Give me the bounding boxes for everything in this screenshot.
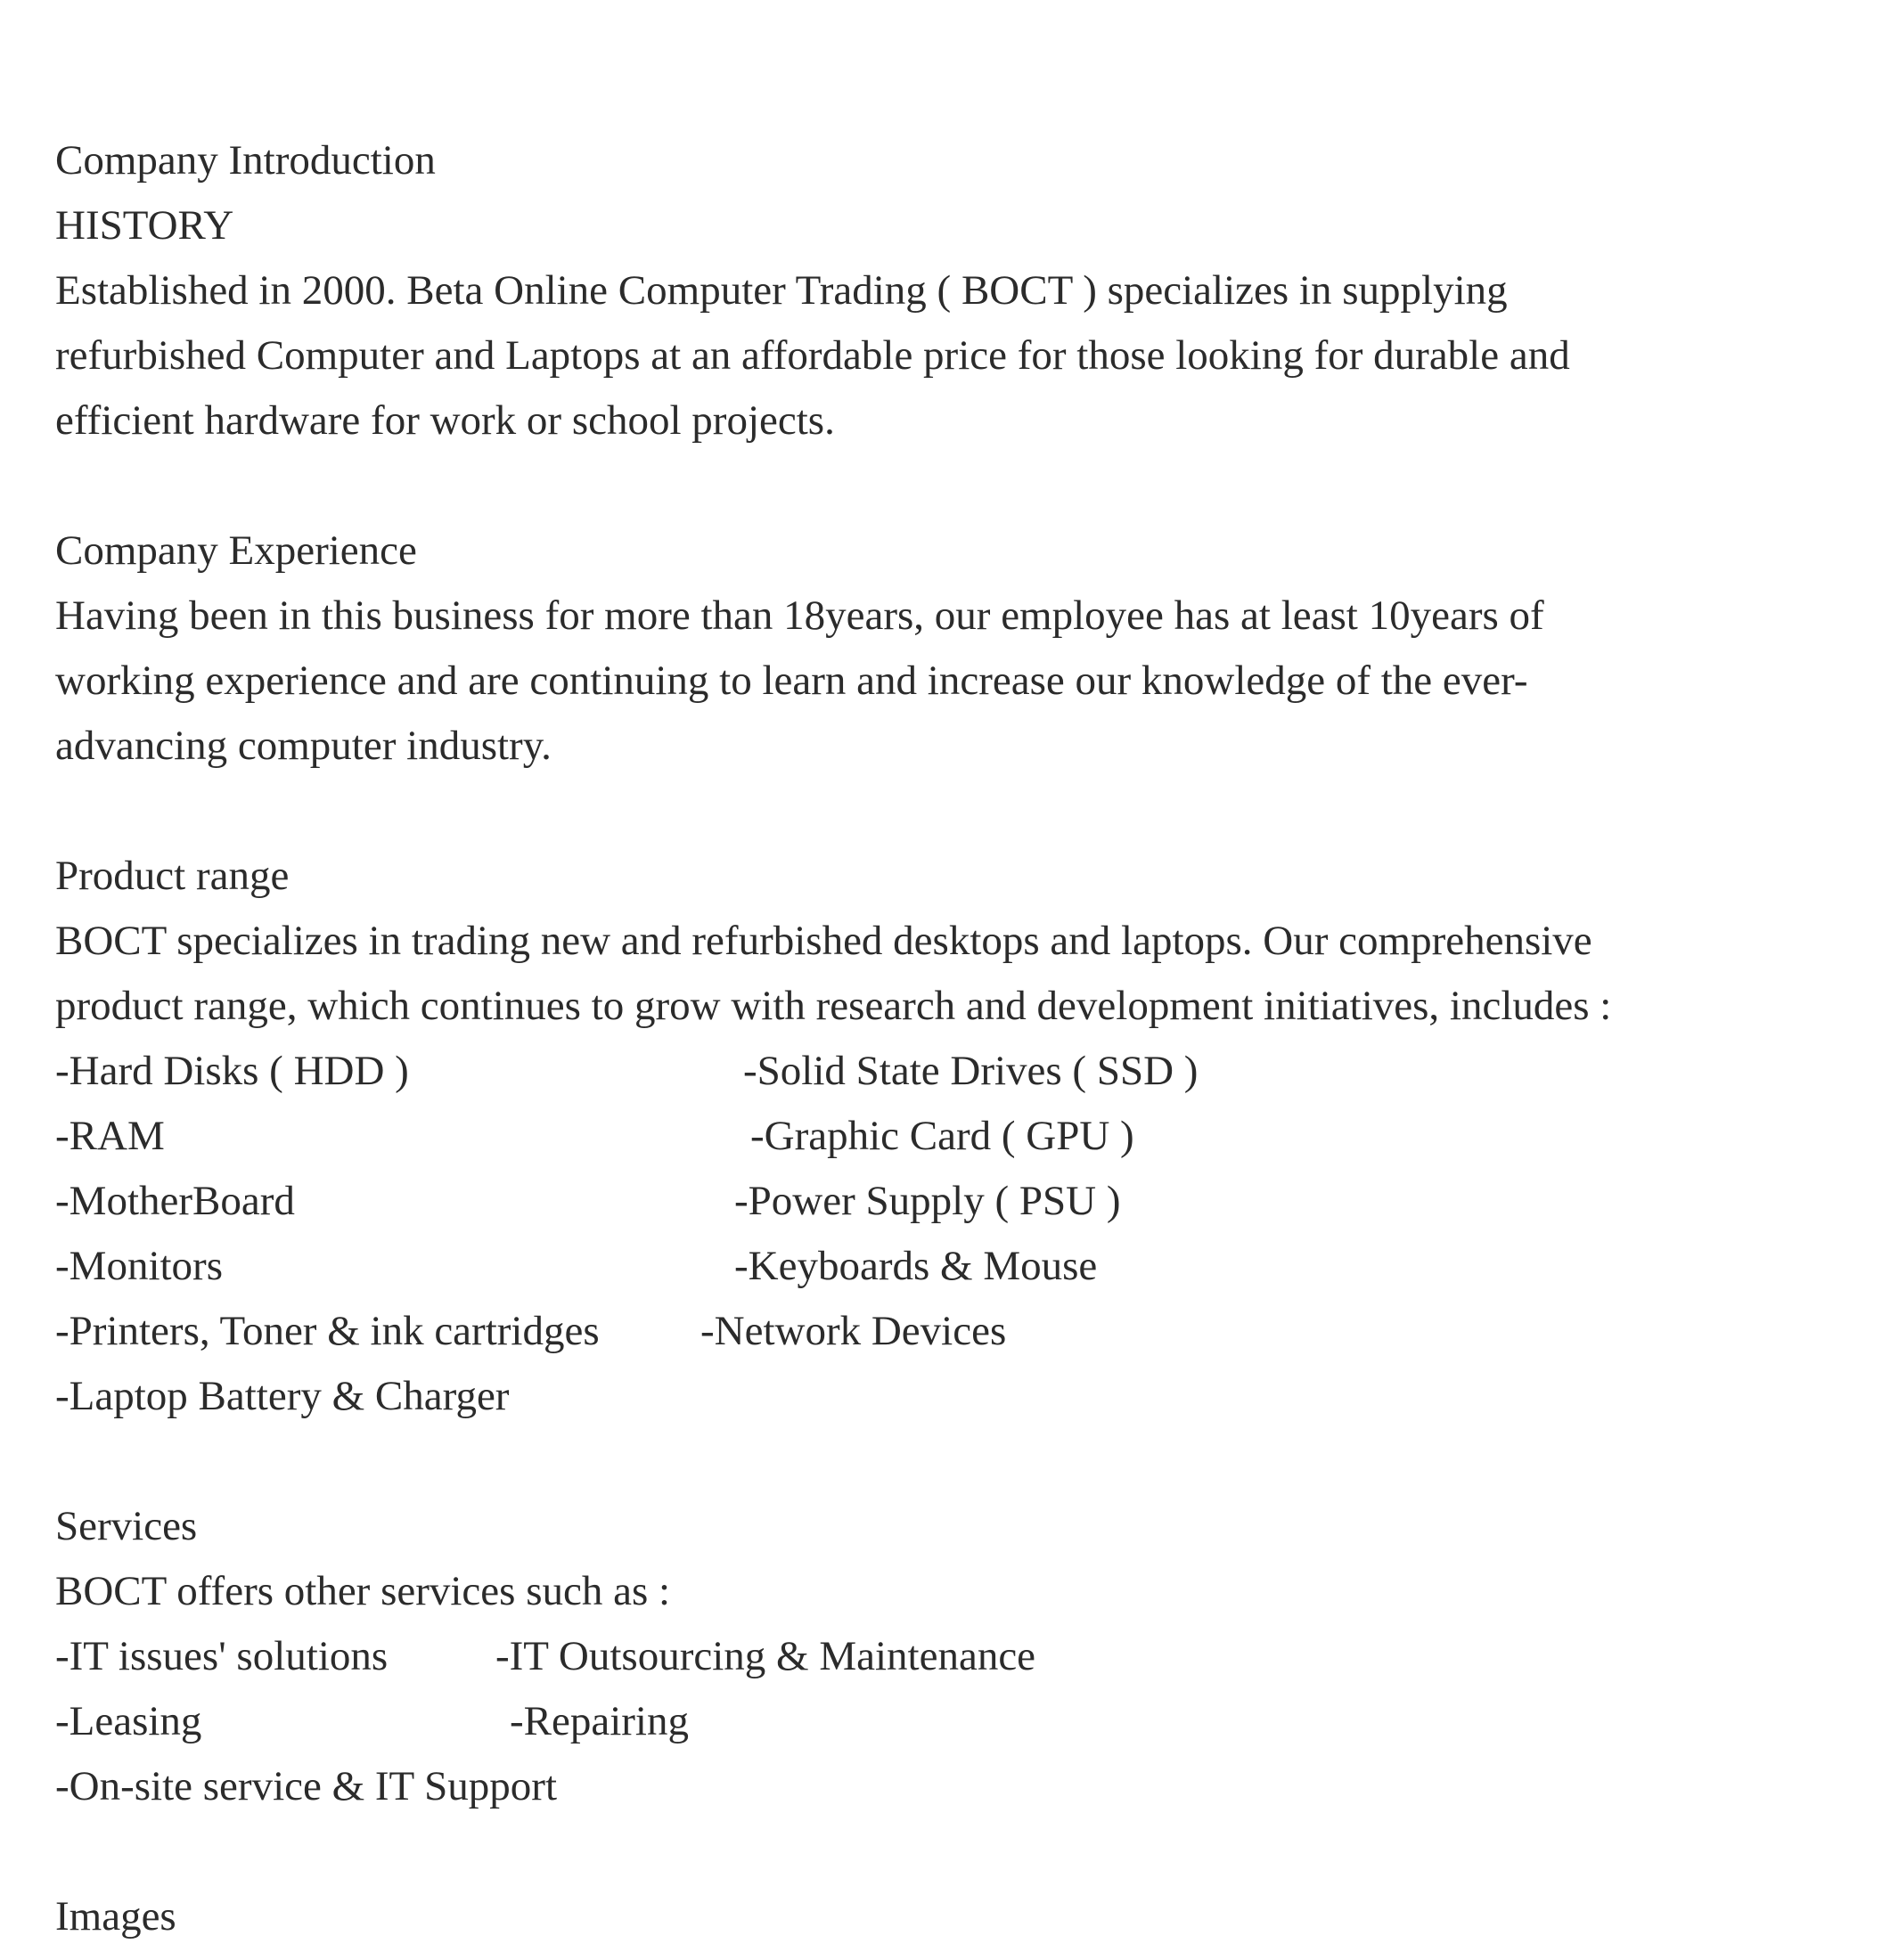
service-row: [55, 1624, 1846, 1689]
product-row: [55, 1364, 1846, 1429]
product-item: -Network Devices: [700, 1308, 1007, 1354]
service-item: -Repairing: [510, 1698, 689, 1744]
service-item: -On-site service & IT Support: [55, 1763, 558, 1809]
service-item: -IT issues' solutions: [55, 1633, 389, 1679]
service-row: [55, 1689, 1846, 1754]
product-row: [55, 1299, 1846, 1364]
products-title: Product range: [55, 853, 290, 899]
intro-line-3: efficient hardware for work or school projects.: [55, 397, 835, 444]
experience-line-3: advancing computer industry.: [55, 723, 552, 769]
service-item: -Leasing: [55, 1698, 202, 1744]
product-item: -Power Supply ( PSU ): [734, 1178, 1121, 1224]
product-row: [55, 1169, 1846, 1234]
product-item: -Monitors: [55, 1243, 223, 1289]
product-row: [55, 1104, 1846, 1169]
product-item: -Laptop Battery & Charger: [55, 1373, 510, 1419]
images-title: Images: [55, 1893, 176, 1940]
service-item: -IT Outsourcing & Maintenance: [495, 1633, 1036, 1679]
intro-line-2: refurbished Computer and Laptops at an affordable price for those looking for durable and: [55, 332, 1570, 379]
product-item: -Solid State Drives ( SSD ): [743, 1048, 1199, 1094]
intro-title: Company Introduction: [55, 137, 436, 184]
spacer: [55, 1429, 1846, 1494]
product-item: -RAM: [55, 1113, 165, 1159]
spacer: [55, 779, 1846, 844]
products-line-1: BOCT specializes in trading new and refurbished desktops and laptops. Our comprehensive: [55, 918, 1592, 964]
product-row: [55, 1039, 1846, 1104]
services-title: Services: [55, 1503, 198, 1549]
service-row: [55, 1754, 1846, 1819]
product-item: -Keyboards & Mouse: [734, 1243, 1098, 1289]
services-intro: BOCT offers other services such as :: [55, 1568, 671, 1614]
product-row: [55, 1234, 1846, 1299]
experience-line-1: Having been in this business for more than 18years, our employee has at least 10years of: [55, 592, 1544, 639]
product-item: -Hard Disks ( HDD ): [55, 1048, 409, 1094]
experience-title: Company Experience: [55, 527, 417, 574]
product-item: -Graphic Card ( GPU ): [750, 1113, 1134, 1159]
products-line-2: product range, which continues to grow with research and development initiatives, includes :: [55, 983, 1612, 1029]
product-item: -Printers, Toner & ink cartridges: [55, 1308, 600, 1354]
history-subtitle: HISTORY: [55, 202, 234, 249]
spacer: [55, 1819, 1846, 1884]
intro-line-1: Established in 2000. Beta Online Computer Trading ( BOCT ) specializes in supplying: [55, 267, 1508, 314]
experience-line-2: working experience and are continuing to learn and increase our knowledge of the ever-: [55, 657, 1528, 704]
spacer: [55, 453, 1846, 519]
product-item: -MotherBoard: [55, 1178, 295, 1224]
document-body: [55, 128, 1846, 1949]
